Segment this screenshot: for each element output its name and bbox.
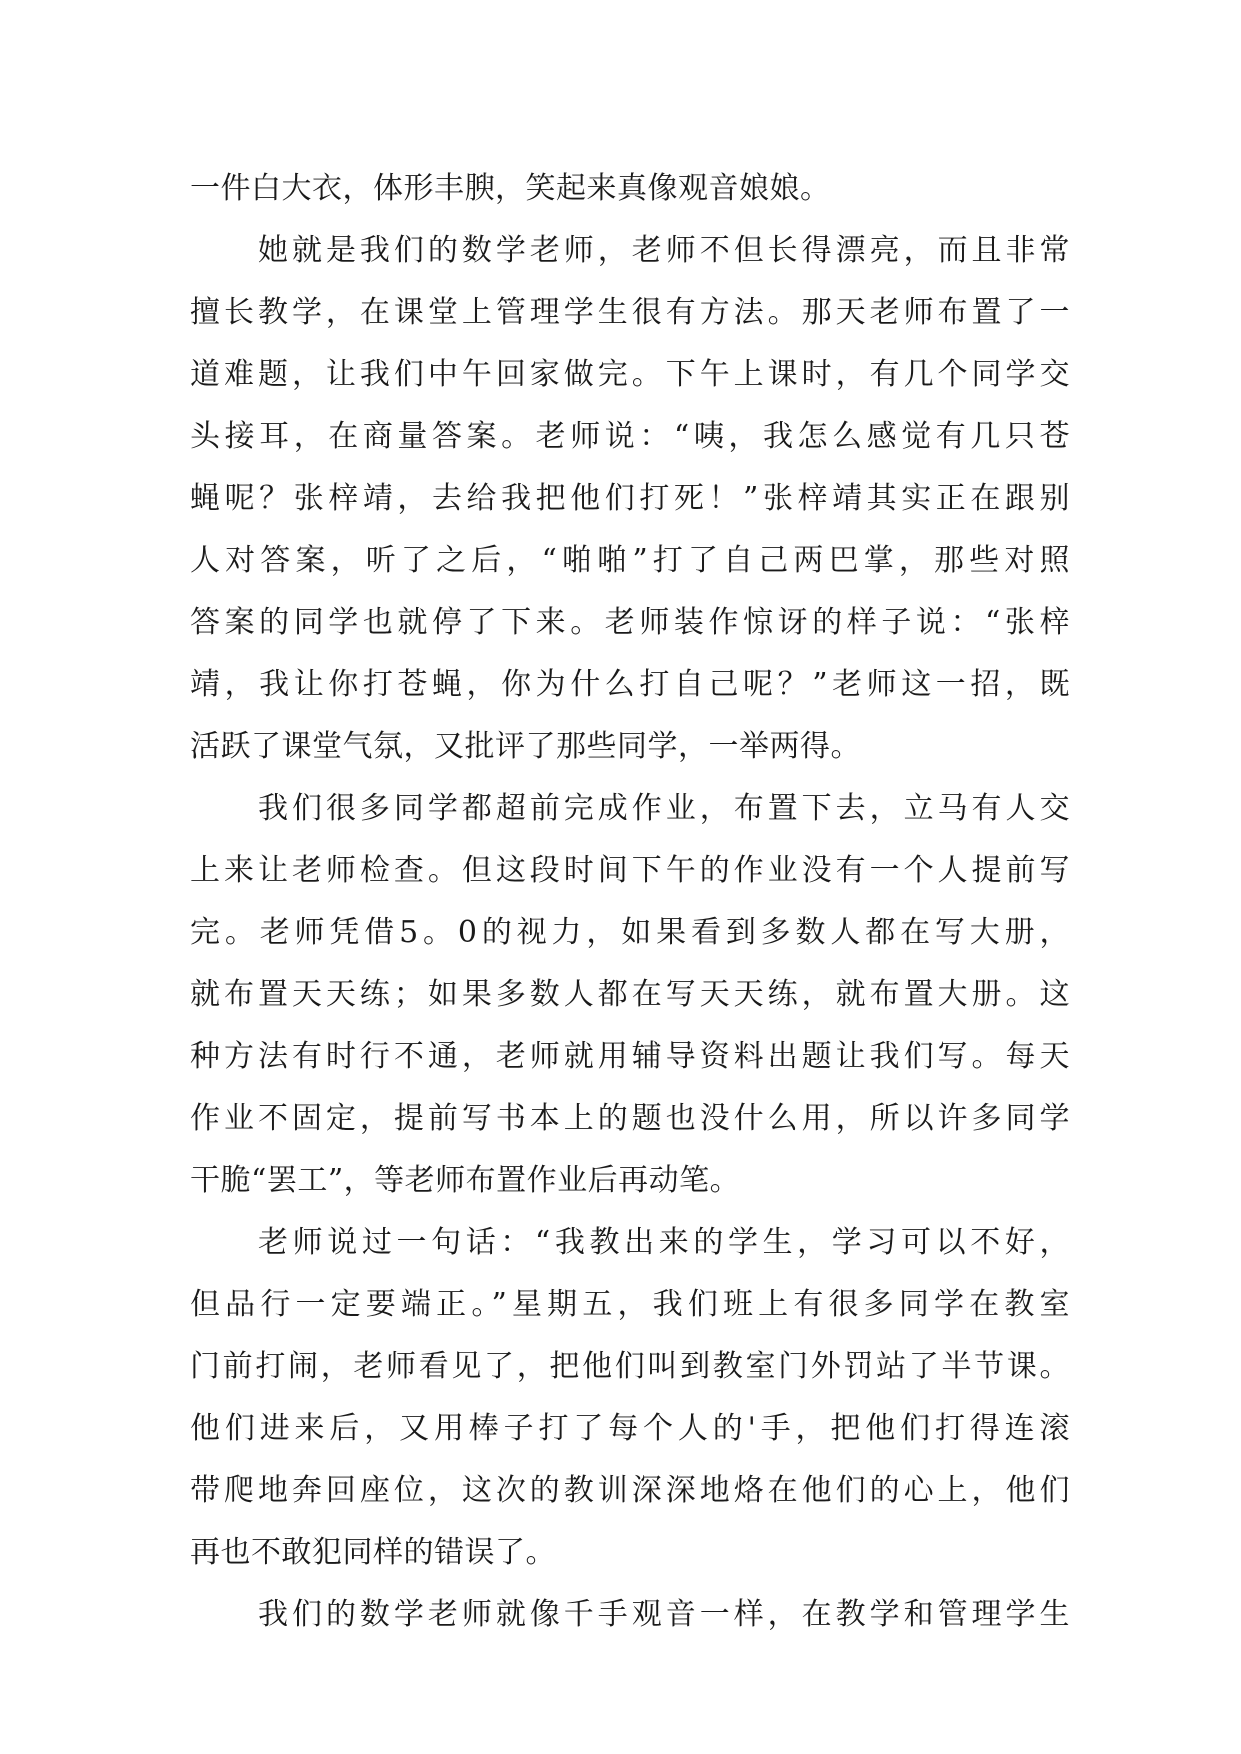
text-line: 一件白大衣，体形丰腴，笑起来真像观音娘娘。 bbox=[190, 171, 831, 206]
paragraph-first-line: 我们很多同学都超前完成作业，布置下去，立马有人交 bbox=[258, 791, 1070, 826]
paragraph-first-line: 老师说过一句话：“我教出来的学生，学习可以不好， bbox=[258, 1225, 1070, 1260]
paragraph-first-line: 我们的数学老师就像千手观音一样，在教学和管理学生 bbox=[258, 1597, 1070, 1632]
text-line: 道难题，让我们中午回家做完。下午上课时，有几个同学交 bbox=[190, 357, 1070, 392]
text-line: 靖，我让你打苍蝇，你为什么打自己呢？”老师这一招，既 bbox=[190, 667, 1070, 702]
text-line: 就布置天天练；如果多数人都在写天天练，就布置大册。这 bbox=[190, 977, 1070, 1012]
article-body bbox=[190, 158, 1070, 1646]
text-line: 但品行一定要端正。”星期五，我们班上有很多同学在教室 bbox=[190, 1287, 1070, 1322]
text-line: 人对答案，听了之后，“啪啪”打了自己两巴掌，那些对照 bbox=[190, 543, 1070, 578]
text-line: 上来让老师检查。但这段时间下午的作业没有一个人提前写 bbox=[190, 853, 1070, 888]
text-line: 他们进来后，又用棒子打了每个人的'手，把他们打得连滚 bbox=[190, 1411, 1070, 1446]
text-line: 作业不固定，提前写书本上的题也没什么用，所以许多同学 bbox=[190, 1101, 1070, 1136]
text-line: 种方法有时行不通，老师就用辅导资料出题让我们写。每天 bbox=[190, 1039, 1070, 1074]
text-line: 门前打闹，老师看见了，把他们叫到教室门外罚站了半节课。 bbox=[190, 1349, 1070, 1384]
text-line: 带爬地奔回座位，这次的教训深深地烙在他们的心上，他们 bbox=[190, 1473, 1070, 1508]
text-line: 干脆“罢工”，等老师布置作业后再动笔。 bbox=[190, 1163, 741, 1198]
text-line: 活跃了课堂气氛，又批评了那些同学，一举两得。 bbox=[190, 729, 861, 764]
text-line: 再也不敢犯同样的错误了。 bbox=[190, 1535, 556, 1570]
paragraph-first-line: 她就是我们的数学老师，老师不但长得漂亮，而且非常 bbox=[258, 233, 1070, 268]
text-line: 擅长教学，在课堂上管理学生很有方法。那天老师布置了一 bbox=[190, 295, 1070, 330]
text-line: 蝇呢？张梓靖，去给我把他们打死！”张梓靖其实正在跟别 bbox=[190, 481, 1070, 516]
text-line: 答案的同学也就停了下来。老师装作惊讶的样子说：“张梓 bbox=[190, 605, 1070, 640]
text-line: 完。老师凭借5。0的视力，如果看到多数人都在写大册， bbox=[190, 915, 1070, 950]
text-line: 头接耳，在商量答案。老师说：“咦，我怎么感觉有几只苍 bbox=[190, 419, 1070, 454]
